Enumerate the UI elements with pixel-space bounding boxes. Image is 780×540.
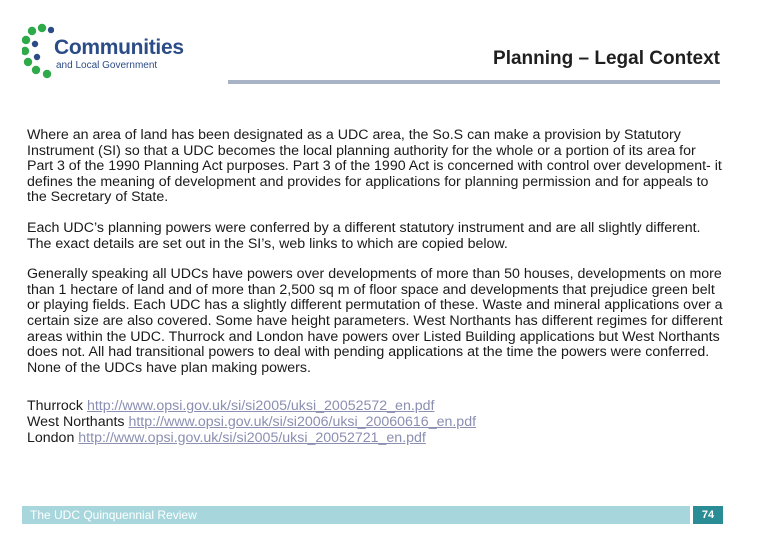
link-row: [27, 431, 725, 447]
logo-name: Communities: [54, 36, 184, 59]
footer-bar: The UDC Quinquennial Review: [22, 506, 690, 524]
slide-body: [27, 128, 725, 446]
logo-subtitle: and Local Government: [56, 60, 158, 71]
link-row: [27, 399, 725, 415]
communities-logo: [22, 22, 212, 84]
slide-title: Planning – Legal Context: [493, 48, 720, 69]
title-divider: [228, 80, 720, 84]
london-link[interactable]: http://www.opsi.gov.uk/si/si2005/uksi_20052721_en.pdf: [78, 429, 426, 446]
paragraph: Generally speaking all UDCs have powers over developments of more than 50 houses, developments on more than 1 hectare of land and of more than 2,500 sq m of floor space and developments that prejudice green belt or playing fields. Each UDC has a slightly different permutation of these. Waste and mineral applications over a certain size are also covered. Some have height parameters. West Northants has different regimes for different areas within the UDC. Thurrock and London have powers over Listed Building applications but West Northants does not. All had transitional powers to deal with pending applications at the time the powers were conferred. None of the UDCs have plan making powers.: [27, 266, 723, 376]
paragraph: Where an area of land has been designated as a UDC area, the So.S can make a provision by Statutory Instrument (SI) so that a UDC becomes the local planning authority for the whole or a portion of its area for Part 3 of the 1990 Planning Act purposes. Part 3 of the 1990 Act is concerned with control over development- it defines the meaning of development and provides for applications for planning permission and for appeals to the Secretary of State.: [27, 127, 722, 206]
page-number: 74: [693, 506, 723, 524]
thurrock-link[interactable]: http://www.opsi.gov.uk/si/si2005/uksi_20052572_en.pdf: [86, 398, 435, 415]
logo-dots-icon: [22, 22, 54, 84]
link-label: Thurrock: [27, 398, 83, 415]
link-label: West Northants: [27, 413, 125, 430]
link-row: [27, 415, 725, 431]
link-list: [27, 399, 725, 446]
west-northants-link[interactable]: http://www.opsi.gov.uk/si/si2006/uksi_20060616_en.pdf: [128, 413, 477, 430]
paragraph: Each UDC’s planning powers were conferred by a different statutory instrument and are all slightly different. The exact details are set out in the SI’s, web links to which are copied below.: [27, 219, 701, 252]
link-label: London: [27, 429, 75, 446]
